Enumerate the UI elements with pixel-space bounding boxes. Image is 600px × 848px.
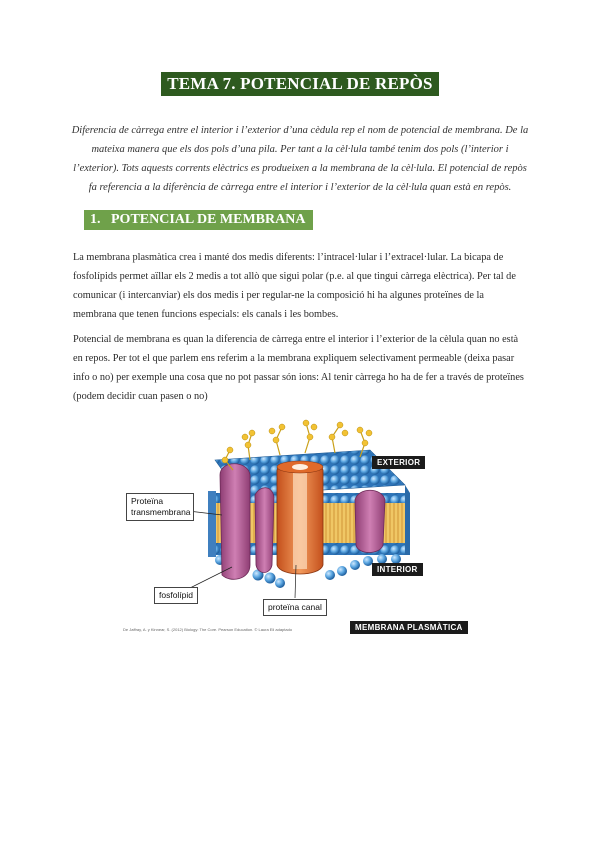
section-heading-label <box>84 210 313 230</box>
intro-paragraph: Diferencia de càrrega entre el interior i l’exterior d’una cèdula rep el nom de potencial de membrana. De la mateixa manera que els dos pols d’una pila. Per tant a la cèl·lula també tenim dos pols (l’interior i l’exterior). Tots aquests corrents elèctrics es produeixen a la membrana de la cèl·lula. El potencial de repòs fa referencia a la diferència de càrrega entre el interior i l’exterior de la cèl·lula quan està en repòs. <box>71 124 529 193</box>
paragraph-membrane: La membrana plasmàtica crea i manté dos medis diferents: l’intracel·lular i l’extracel·lular. La bicapa de fosfolípids permet aïllar els 2 medis a tot allò que sigui polar (p.e. al que tingui càrrega elèctrica). Per tal de comunicar (i intercanviar) els dos medis i per regular-ne la composició hi ha algunes proteïnes de la membrana que tenen funcions especials: els canals i les bombes. <box>73 252 516 320</box>
title-container <box>0 72 600 96</box>
page-title: TEMA 7. POTENCIAL DE REPÒS <box>161 72 438 96</box>
figure-credit: De Jaffray, A. y Kinnear, S. (2012) Biology: The Core. Pearson Education. © Laura Eli adaptado <box>123 627 293 632</box>
section-title: POTENCIAL DE MEMBRANA <box>111 212 306 227</box>
phospholipid-label: fosfolípid <box>154 587 198 604</box>
section-number: 1. <box>90 212 101 227</box>
paragraph-potential: Potencial de membrana es quan la diferencia de càrrega entre el interior i l’exterior de la cèlula quan no està en repos. Per tot el que parlem ens referim a la membrana expliquem selectivament permeable (deixa pasar info o no) per exemple una cosa que no pot passar són ions: Al tenir càrrega ho ha de fer a través de proteïnes (podem decidir cuan pasen o no) <box>73 334 524 402</box>
section-heading <box>84 210 313 230</box>
exterior-tag: EXTERIOR <box>372 456 425 469</box>
channel-protein-label: proteïna canal <box>263 599 327 616</box>
interior-tag: INTERIOR <box>372 563 423 576</box>
membrane-figure <box>120 415 480 640</box>
figure-caption-tag: MEMBRANA PLASMÀTICA <box>350 621 468 634</box>
transmembrane-protein-label: Proteïna transmembrana <box>126 493 194 521</box>
